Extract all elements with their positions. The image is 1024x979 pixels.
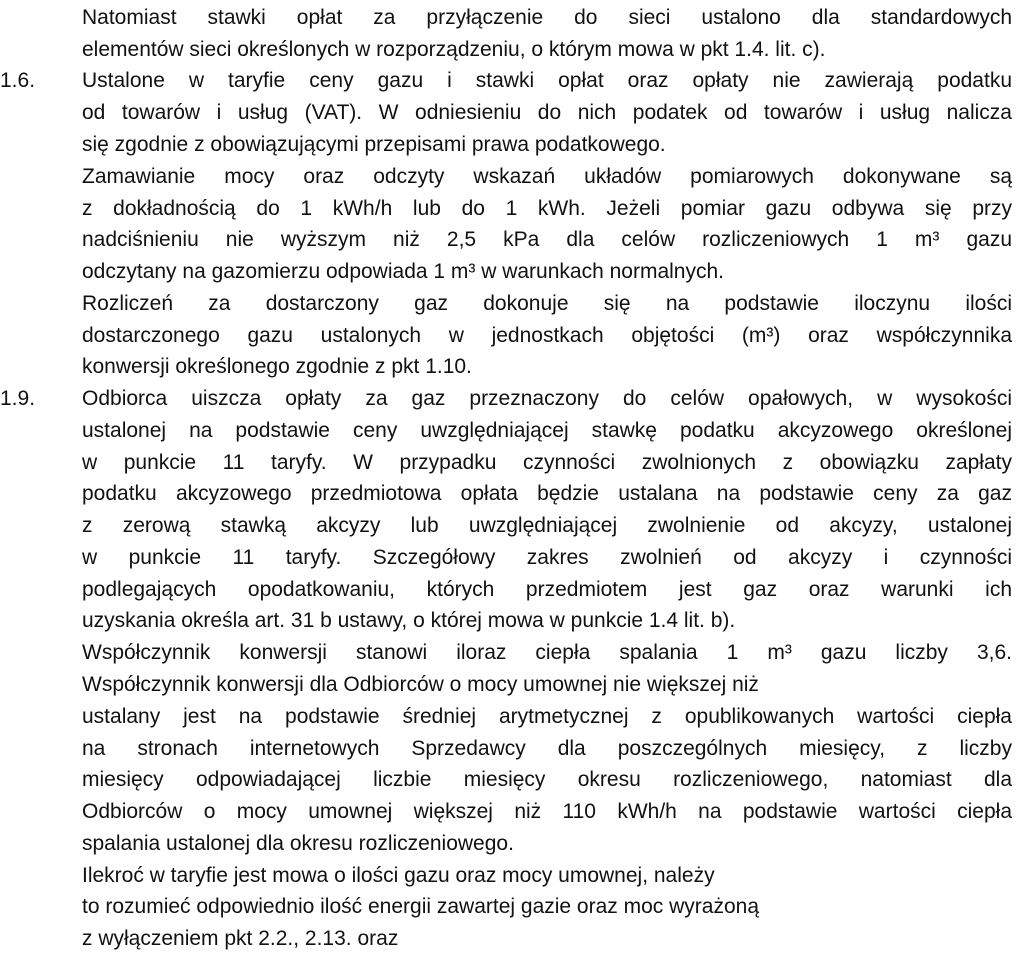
text-line: Ustalone w taryfie ceny gazu i stawki opłat oraz opłaty nie zawierają podatku	[82, 69, 1012, 92]
text-line: Rozliczeń za dostarczony gaz dokonuje się na podstawie iloczynu ilości	[82, 292, 1012, 315]
text-line: dostarczonego gazu ustalonych w jednostkach objętości (m³) oraz współczynnika	[82, 324, 1012, 347]
text-line: spalania ustalonej dla okresu rozliczeniowego.	[82, 832, 514, 855]
text-line: ustalany jest na podstawie średniej arytmetycznej z opublikowanych wartości ciepła	[82, 705, 1012, 728]
text-line: na stronach internetowych Sprzedawcy dla poszczególnych miesięcy, z liczby	[82, 737, 1012, 760]
text-line: uzyskania określa art. 31 b ustawy, o której mowa w punkcie 1.4 lit. b).	[82, 609, 736, 632]
section-number-1-6: 1.6.	[0, 69, 36, 92]
text-line: od towarów i usług (VAT). W odniesieniu do nich podatek od towarów i usług nalicza	[82, 101, 1012, 124]
text-line: z zerową stawką akcyzy lub uwzględniającej zwolnienie od akcyzy, ustalonej	[82, 514, 1012, 537]
text-line: nadciśnieniu nie wyższym niż 2,5 kPa dla celów rozliczeniowych 1 m³ gazu	[82, 228, 1012, 251]
text-line: Zamawianie mocy oraz odczyty wskazań układów pomiarowych dokonywane są	[82, 165, 1012, 188]
text-line: podatku akcyzowego przedmiotowa opłata będzie ustalana na podstawie ceny za gaz	[82, 482, 1012, 505]
text-line: Współczynnik konwersji dla Odbiorców o mocy umownej nie większej niż	[82, 673, 759, 696]
text-line: Natomiast stawki opłat za przyłączenie do sieci ustalono dla standardowych	[82, 6, 1012, 29]
text-line: konwersji określonego zgodnie z pkt 1.10.	[82, 355, 472, 378]
text-line: Odbiorca uiszcza opłaty za gaz przeznaczony do celów opałowych, w wysokości	[82, 387, 1012, 410]
text-line: z dokładnością do 1 kWh/h lub do 1 kWh. Jeżeli pomiar gazu odbywa się przy	[82, 197, 1012, 220]
text-line: w punkcie 11 taryfy. Szczegółowy zakres zwolnień od akcyzy i czynności	[82, 546, 1012, 569]
text-line: to rozumieć odpowiednio ilość energii zawartej gazie oraz moc wyrażoną	[82, 895, 759, 918]
text-line: Współczynnik konwersji stanowi iloraz ciepła spalania 1 m³ gazu liczby 3,6.	[82, 641, 1012, 664]
text-line: Ilekroć w taryfie jest mowa o ilości gazu oraz mocy umownej, należy	[82, 864, 715, 887]
text-line: ustalonej na podstawie ceny uwzględniającej stawkę podatku akcyzowego określonej	[82, 419, 1012, 442]
text-line: miesięcy odpowiadającej liczbie miesięcy okresu rozliczeniowego, natomiast dla	[82, 768, 1012, 791]
text-line: odczytany na gazomierzu odpowiada 1 m³ w warunkach normalnych.	[82, 260, 724, 283]
text-line: z wyłączeniem pkt 2.2., 2.13. oraz	[82, 927, 399, 950]
text-line: Odbiorców o mocy umownej większej niż 110 kWh/h na podstawie wartości ciepła	[82, 800, 1012, 823]
text-line: elementów sieci określonych w rozporządzeniu, o którym mowa w pkt 1.4. lit. c).	[82, 38, 826, 61]
text-line: w punkcie 11 taryfy. W przypadku czynności zwolnionych z obowiązku zapłaty	[82, 451, 1012, 474]
text-line: podlegających opodatkowaniu, których przedmiotem jest gaz oraz warunki ich	[82, 578, 1012, 601]
section-number-1-9: 1.9.	[0, 387, 36, 410]
text-line: się zgodnie z obowiązującymi przepisami prawa podatkowego.	[82, 133, 666, 156]
